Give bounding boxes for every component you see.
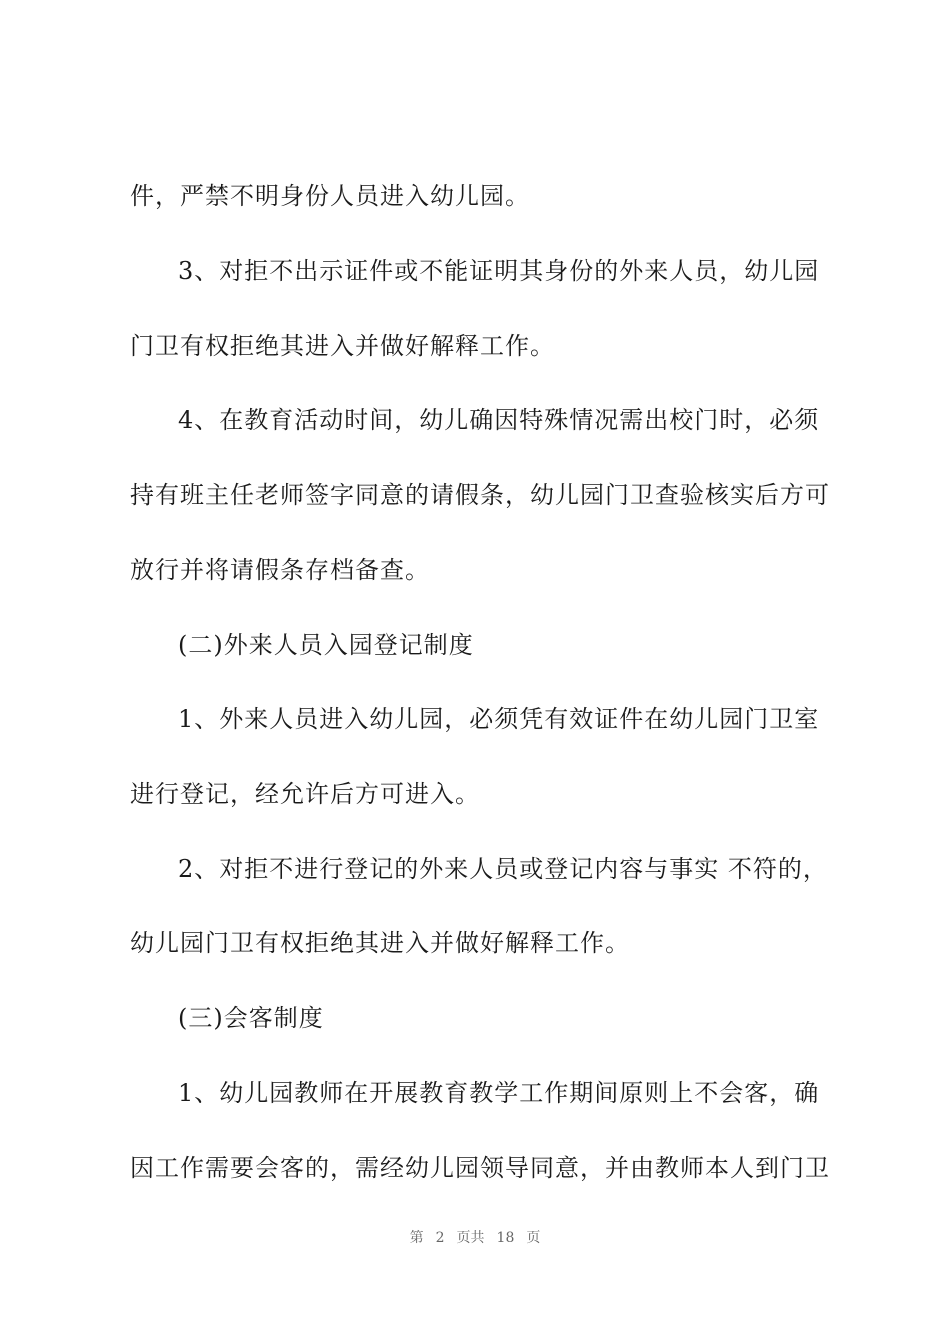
text-line-2: 3、对拒不出示证件或不能证明其身份的外来人员，幼儿园 [178, 257, 820, 285]
text-line-14: 因工作需要会客的，需经幼儿园领导同意，并由教师本人到门卫 [130, 1154, 830, 1182]
footer-prefix: 第 [409, 1230, 424, 1246]
footer-page-number: 2 [435, 1230, 445, 1246]
text-line-11: 幼儿园门卫有权拒绝其进入并做好解释工作。 [130, 929, 630, 957]
section-heading-registration: (二)外来人员入园登记制度 [178, 631, 474, 659]
text-line-6: 放行并将请假条存档备查。 [130, 556, 430, 584]
footer-suffix: 页 [526, 1230, 541, 1246]
footer-middle: 页共 [456, 1230, 485, 1246]
section-heading-visitor: (三)会客制度 [178, 1004, 324, 1032]
footer-total-pages: 18 [496, 1230, 515, 1246]
text-line-4: 4、在教育活动时间，幼儿确因特殊情况需出校门时，必须 [178, 406, 820, 434]
text-line-1: 件，严禁不明身份人员进入幼儿园。 [130, 182, 530, 210]
text-line-13: 1、幼儿园教师在开展教育教学工作期间原则上不会客，确 [178, 1079, 820, 1107]
text-line-3: 门卫有权拒绝其进入并做好解释工作。 [130, 332, 555, 360]
page-footer [0, 1228, 950, 1248]
text-line-8: 1、外来人员进入幼儿园，必须凭有效证件在幼儿园门卫室 [178, 705, 820, 733]
text-line-9: 进行登记，经允许后方可进入。 [130, 780, 480, 808]
text-line-10: 2、对拒不进行登记的外来人员或登记内容与事实 不符的， [178, 855, 828, 883]
text-line-5: 持有班主任老师签字同意的请假条，幼儿园门卫查验核实后方可 [130, 481, 830, 509]
